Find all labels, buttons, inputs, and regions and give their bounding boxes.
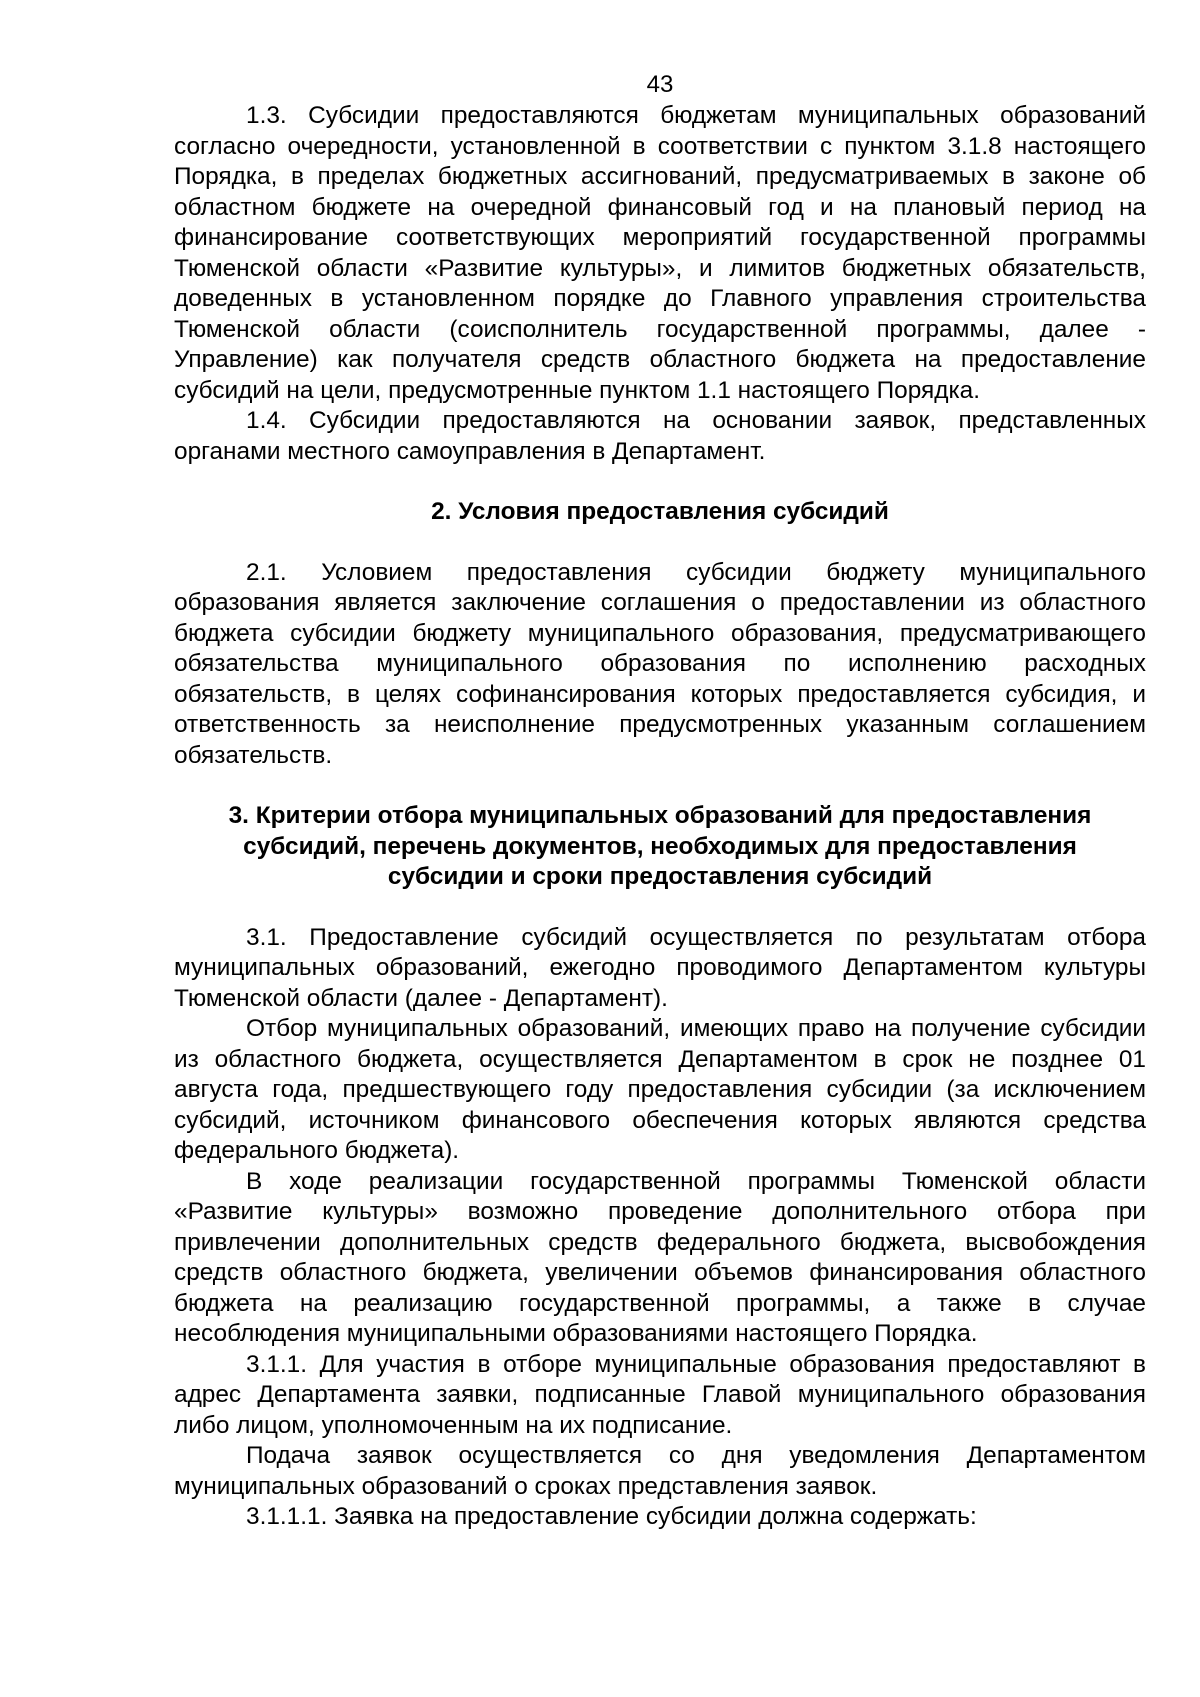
paragraph-3-1: 3.1. Предоставление субсидий осуществляется по результатам отбора муниципальных образований, ежегодно проводимого Департаментом культуры Тюменской области (далее - Департамент). <box>174 923 1146 1012</box>
paragraph-2-1: 2.1. Условием предоставления субсидии бюджету муниципального образования является заключение соглашения о предоставлении из областного бюджета субсидии бюджету муниципального образования, предусматривающего обязательства муниципального образования по исполнению расходных обязательств, в целях софинансирования которых предоставляется субсидия, и ответственность за неисполнение предусмотренных указанным соглашением обязательств. <box>174 558 1146 769</box>
section-3-heading-line-2: субсидий, перечень документов, необходимых для предоставления <box>243 832 1077 860</box>
paragraph-3-1-1: 3.1.1. Для участия в отборе муниципальные образования предоставляют в адрес Департамента заявки, подписанные Главой муниципального образования либо лицом, уполномоченным на их подписание. <box>174 1350 1146 1439</box>
paragraph-3-1-1-1: 3.1.1.1. Заявка на предоставление субсидии должна содержать: <box>246 1503 977 1530</box>
document-page <box>174 70 1146 1533</box>
paragraph-1-3: 1.3. Субсидии предоставляются бюджетам муниципальных образований согласно очередности, установленной в соответствии с пунктом 3.1.8 настоящего Порядка, в пределах бюджетных ассигнований, предусматриваемых в законе об областном бюджете на очередной финансовый год и на плановый период на финансирование соответствующих мероприятий государственной программы Тюменской области «Развитие культуры», и лимитов бюджетных обязательств, доведенных в установленном порядке до Главного управления строительства Тюменской области (соисполнитель государственной программы, далее - Управление) как получателя средств областного бюджета на предоставление субсидий на цели, предусмотренные пунктом 1.1 настоящего Порядка. <box>174 102 1146 404</box>
section-2-heading: 2. Условия предоставления субсидий <box>431 498 889 525</box>
section-3-heading-line-1: 3. Критерии отбора муниципальных образований для предоставления <box>228 802 1092 829</box>
spacer <box>174 771 1146 801</box>
paragraph-1-4: 1.4. Субсидии предоставляются на основании заявок, представленных органами местного самоуправления в Департамент. <box>174 407 1146 465</box>
paragraph-3-1-selection: Отбор муниципальных образований, имеющих право на получение субсидии из областного бюджета, осуществляется Департаментом в срок не позднее 01 августа года, предшествующего году предоставления субсидии (за исключением субсидий, источником финансового обеспечения которых являются средства федерального бюджета). <box>174 1015 1146 1164</box>
paragraph-3-1-1-submission: Подача заявок осуществляется со дня уведомления Департаментом муниципальных образований о сроках представления заявок. <box>174 1442 1146 1500</box>
section-3-heading <box>174 801 1146 893</box>
section-3-heading-line-3: субсидии и сроки предоставления субсидий <box>387 863 933 890</box>
spacer <box>174 467 1146 497</box>
spacer <box>174 528 1146 558</box>
page-number: 43 <box>646 71 674 98</box>
paragraph-3-1-additional-selection: В ходе реализации государственной программы Тюменской области «Развитие культуры» возможно проведение дополнительного отбора при привлечении дополнительных средств федерального бюджета, высвобождения средств областного бюджета, увеличении объемов финансирования областного бюджета на реализацию государственной программы, а также в случае несоблюдения муниципальными образованиями настоящего Порядка. <box>174 1167 1146 1347</box>
spacer <box>174 893 1146 923</box>
